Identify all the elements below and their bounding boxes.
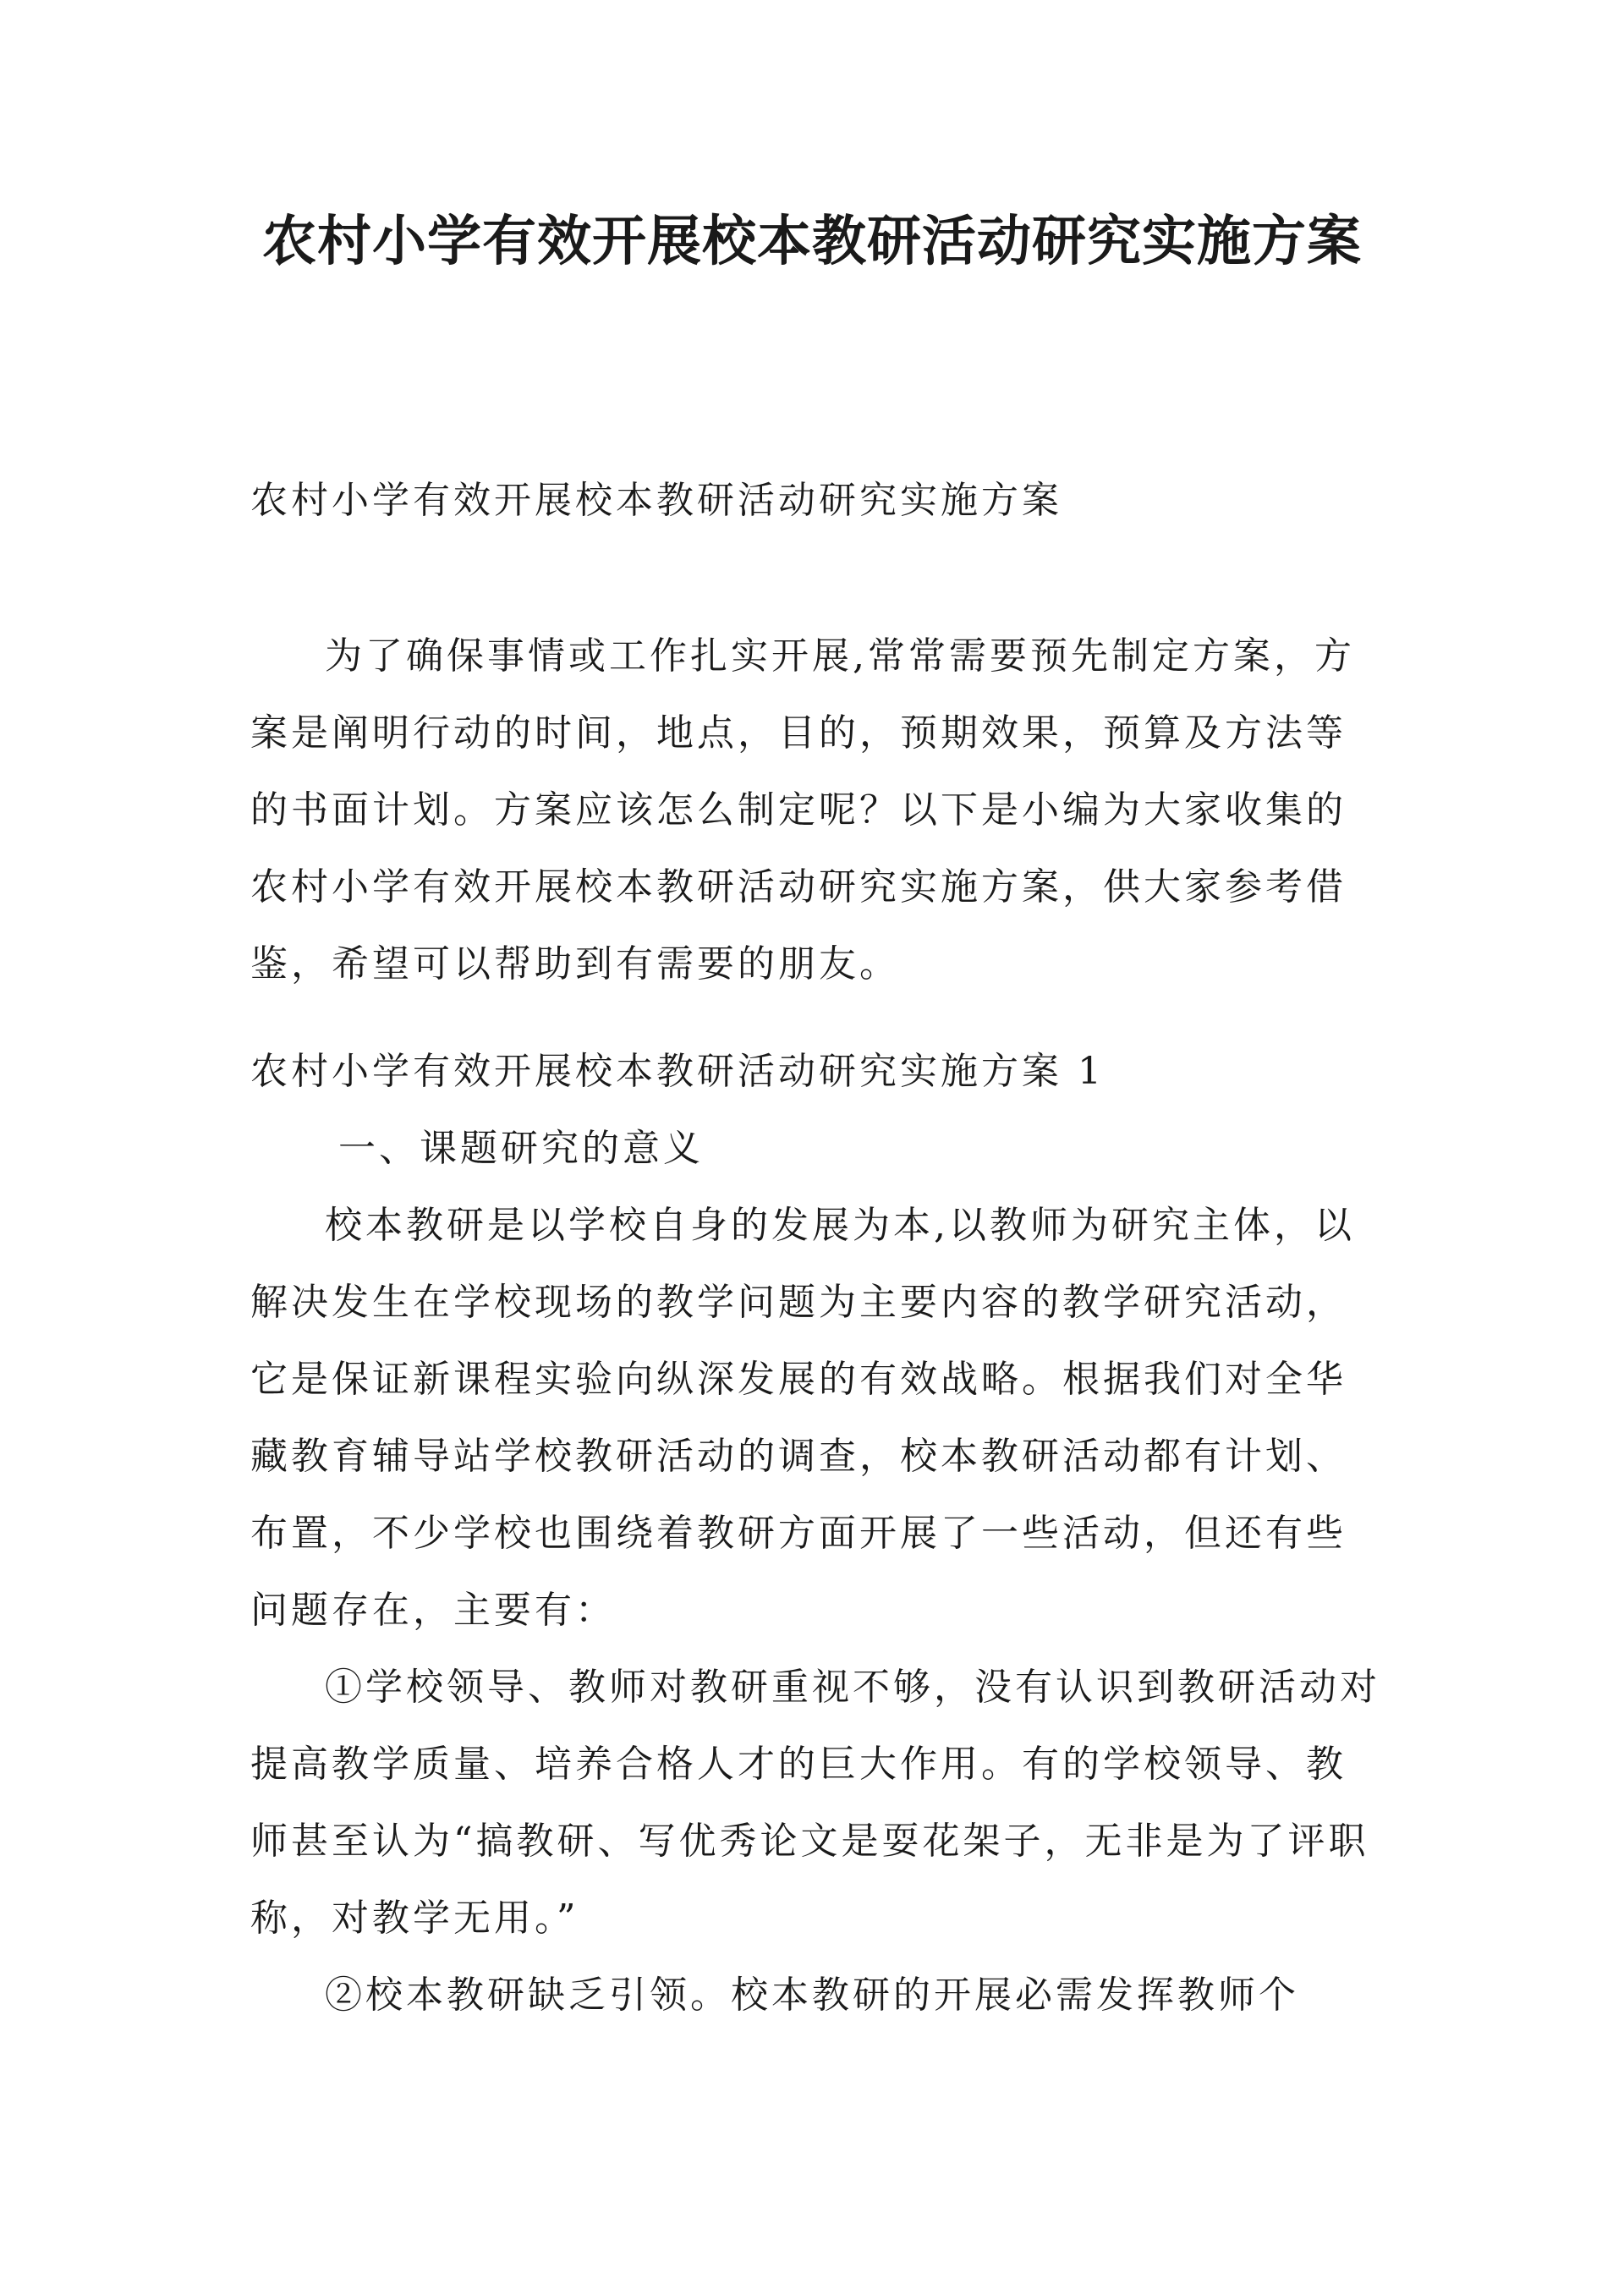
intro-paragraph: 为了确保事情或工作扎实开展,常常需要预先制定方案，方案是阐明行动的时间，地点，目的，预期效果，预算及方法等的书面计划。方案应该怎么制定呢？以下是小编为大家收集的农村小学有效开展校本教研活动研究实施方案，供大家参考借鉴，希望可以帮助到有需要的朋友。 [250,634,1355,986]
section-title: 农村小学有效开展校本教研活动研究实施方案 1 [250,1050,1105,1093]
document-title: 农村小学有效开展校本教研活动研究实施方案 [262,211,1362,273]
document-subtitle: 农村小学有效开展校本教研活动研究实施方案 [250,479,1062,522]
body-paragraph: 校本教研是以学校自身的发展为本,以教师为研究主体，以解决发生在学校现场的教学问题为主要内容的教学研究活动，它是保证新课程实验向纵深发展的有效战略。根据我们对全华藏教育辅导站学校教研活动的调查，校本教研活动都有计划、布置，不少学校也围绕着教研方面开展了一些活动，但还有些问题存在，主要有： [250,1204,1355,1632]
body-paragraph: ②校本教研缺乏引领。校本教研的开展必需发挥教师个 [325,1974,1299,2017]
body-paragraph: ①学校领导、教师对教研重视不够，没有认识到教研活动对提高教学质量、培养合格人才的巨大作用。有的学校领导、教师甚至认为“搞教研、写优秀论文是耍花架子，无非是为了评职称，对教学无用。” [250,1666,1380,1940]
section-heading: 一、课题研究的意义 [338,1127,704,1170]
